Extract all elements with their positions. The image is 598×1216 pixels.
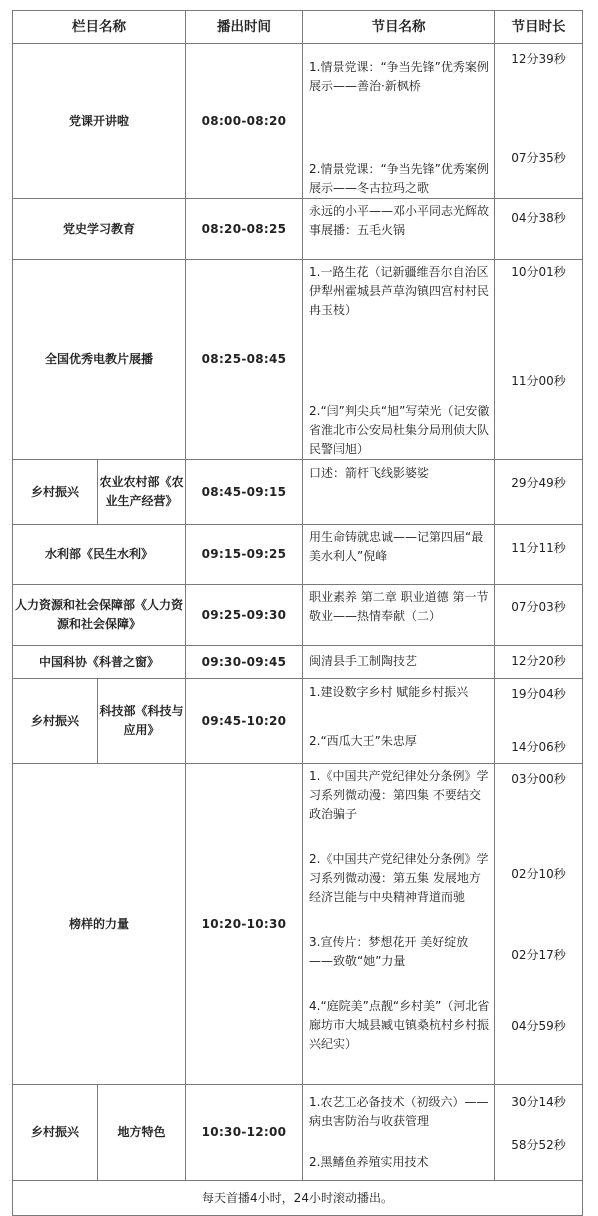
- program-cell: [303, 679, 495, 764]
- table-row: [13, 199, 583, 260]
- column-name-cell: 人力资源和社会保障部《人力资源和社会保障》: [13, 585, 186, 646]
- duration-cell: [495, 646, 583, 679]
- column-name-cell: 党课开讲啦: [13, 44, 186, 199]
- program-cell: [303, 764, 495, 1085]
- program-title: 用生命铸就忠诚——记第四届“最美水利人”倪峰: [309, 530, 484, 563]
- duration-cell: [495, 460, 583, 525]
- duration-cell: [495, 679, 583, 764]
- air-time-cell: 09:15-09:25: [186, 525, 303, 585]
- duration-cell: [495, 764, 583, 1085]
- program-title: 2.“闫”判尖兵“旭”写荣光（记安徽省淮北市公安局杜集分局刑侦大队民警闫旭）: [309, 404, 490, 456]
- column-name-cell: 水利部《民生水利》: [13, 525, 186, 585]
- air-time-cell: 08:25-08:45: [186, 260, 303, 460]
- program-duration: 12分20秒: [511, 654, 566, 668]
- air-time-cell: 09:45-10:20: [186, 679, 303, 764]
- program-title: 2.黑鳍鱼养殖实用技术: [309, 1155, 429, 1169]
- program-duration: 12分39秒: [511, 52, 566, 66]
- program-duration: 02分10秒: [511, 867, 566, 881]
- program-duration: 11分11秒: [511, 541, 566, 555]
- footer-note: 每天首播4小时，24小时滚动播出。: [13, 1181, 583, 1216]
- program-duration: 04分38秒: [511, 211, 566, 225]
- duration-cell: [495, 1085, 583, 1181]
- program-duration: 07分35秒: [511, 151, 566, 165]
- air-time-cell: 10:30-12:00: [186, 1085, 303, 1181]
- program-title: 闽清县手工制陶技艺: [309, 654, 418, 668]
- program-title: 2.《中国共产党纪律处分条例》学习系列微动漫：第五集 发展地方经济岂能与中央精神背道而驰: [309, 852, 489, 904]
- schedule-table: [12, 10, 583, 1216]
- program-title: 1.《中国共产党纪律处分条例》学习系列微动漫：第四集 不要结交政治骗子: [309, 769, 489, 821]
- sub-column-cell: 地方特色: [98, 1085, 186, 1181]
- duration-cell: [495, 525, 583, 585]
- air-time-cell: 09:30-09:45: [186, 646, 303, 679]
- header-duration: 节目时长: [495, 11, 583, 44]
- table-row: [13, 679, 583, 764]
- program-title: 口述：箭杆飞线影婆娑: [309, 466, 430, 480]
- sub-column-cell: 科技部《科技与应用》: [98, 679, 186, 764]
- duration-cell: [495, 44, 583, 199]
- program-duration: 07分03秒: [511, 600, 566, 614]
- column-name-cell: 乡村振兴: [13, 679, 98, 764]
- program-duration: 14分06秒: [511, 740, 566, 754]
- air-time-cell: 08:45-09:15: [186, 460, 303, 525]
- table-row: [13, 585, 583, 646]
- table-row: [13, 1085, 583, 1181]
- program-title: 4.“庭院美”点靓“乡村美”（河北省廊坊市大城县臧屯镇桑杭村乡村振兴纪实）: [309, 999, 490, 1051]
- table-row: [13, 646, 583, 679]
- program-title: 1.情景党课：“争当先锋”优秀案例展示——善治·新枫桥: [309, 60, 489, 93]
- program-cell: [303, 646, 495, 679]
- program-cell: [303, 1085, 495, 1181]
- column-name-cell: 党史学习教育: [13, 199, 186, 260]
- column-name-cell: 中国科协《科普之窗》: [13, 646, 186, 679]
- header-program-name: 节目名称: [303, 11, 495, 44]
- air-time-cell: 08:00-08:20: [186, 44, 303, 199]
- program-duration: 04分59秒: [511, 1019, 566, 1033]
- header-air-time: 播出时间: [186, 11, 303, 44]
- duration-cell: [495, 199, 583, 260]
- sub-column-cell: 农业农村部《农业生产经营》: [98, 460, 186, 525]
- program-title: 永远的小平——邓小平同志光辉故事展播：五毛火锅: [309, 204, 490, 237]
- program-duration: 03分00秒: [511, 772, 566, 786]
- program-title: 3.宣传片：梦想花开 美好绽放——致敬“她”力量: [309, 935, 469, 968]
- program-duration: 29分49秒: [511, 476, 566, 490]
- program-cell: [303, 199, 495, 260]
- program-title: 1.一路生花（记新疆维吾尔自治区伊犁州霍城县芦草沟镇四宫村村民冉玉枝）: [309, 265, 490, 317]
- program-cell: [303, 460, 495, 525]
- column-name-cell: 榜样的力量: [13, 764, 186, 1085]
- header-row: [13, 11, 583, 44]
- air-time-cell: 09:25-09:30: [186, 585, 303, 646]
- program-title: 2.“西瓜大王”朱忠厚: [309, 734, 417, 748]
- program-cell: [303, 260, 495, 460]
- program-title: 1.农艺工必备技术（初级六）——病虫害防治与收获管理: [309, 1095, 489, 1128]
- table-row: [13, 764, 583, 1085]
- table-row: [13, 460, 583, 525]
- program-duration: 11分00秒: [511, 374, 566, 388]
- program-cell: [303, 525, 495, 585]
- duration-cell: [495, 585, 583, 646]
- program-duration: 58分52秒: [511, 1138, 566, 1152]
- table-row: [13, 260, 583, 460]
- program-cell: [303, 44, 495, 199]
- table-row: [13, 525, 583, 585]
- program-title: 1.建设数字乡村 赋能乡村振兴: [309, 685, 469, 699]
- footer-row: [13, 1181, 583, 1216]
- duration-cell: [495, 260, 583, 460]
- air-time-cell: 10:20-10:30: [186, 764, 303, 1085]
- table-row: [13, 44, 583, 199]
- program-cell: [303, 585, 495, 646]
- program-title: 职业素养 第二章 职业道德 第一节 敬业——热情奉献（二）: [309, 590, 489, 623]
- program-title: 2.情景党课：“争当先锋”优秀案例展示——冬古拉玛之歌: [309, 162, 489, 195]
- column-name-cell: 全国优秀电教片展播: [13, 260, 186, 460]
- program-duration: 10分01秒: [511, 265, 566, 279]
- air-time-cell: 08:20-08:25: [186, 199, 303, 260]
- program-duration: 30分14秒: [511, 1095, 566, 1109]
- program-duration: 19分04秒: [511, 687, 566, 701]
- program-duration: 02分17秒: [511, 948, 566, 962]
- column-name-cell: 乡村振兴: [13, 460, 98, 525]
- schedule-body: [13, 44, 583, 1181]
- header-column-name: 栏目名称: [13, 11, 186, 44]
- column-name-cell: 乡村振兴: [13, 1085, 98, 1181]
